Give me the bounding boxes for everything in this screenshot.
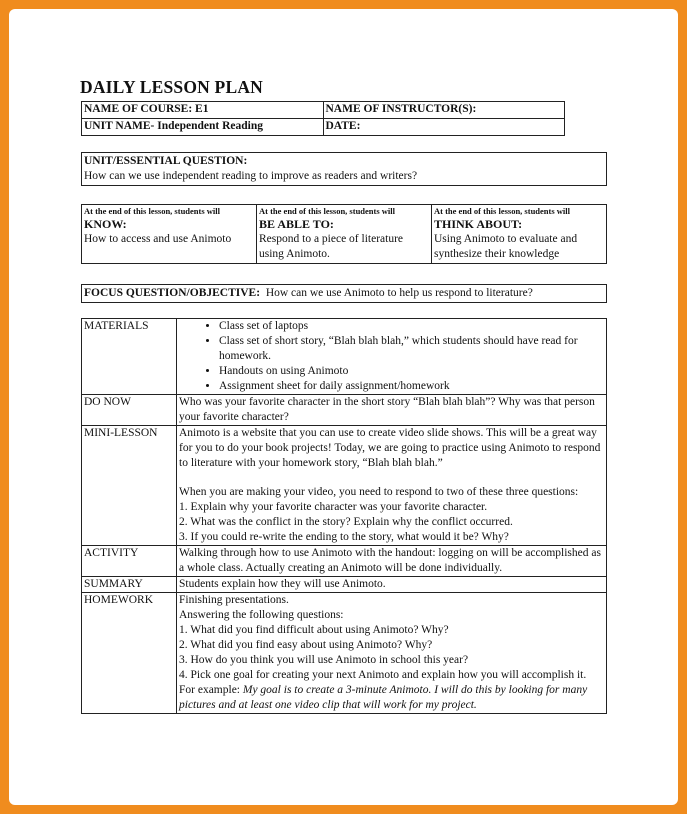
mini-lesson-question: 2. What was the conflict in the story? Explain why the conflict occurred. xyxy=(179,516,513,528)
materials-list xyxy=(179,319,604,394)
materials-cell xyxy=(177,319,607,395)
homework-line: 2. What did you find easy about using Animoto? Why? xyxy=(179,639,433,651)
mini-lesson-cell xyxy=(177,426,607,546)
outcome-intro: At the end of this lesson, students will xyxy=(259,206,396,216)
mini-lesson-question: 3. If you could re-write the ending to the story, what would it be? Why? xyxy=(179,531,509,543)
activity-text: Walking through how to use Animoto with the handout: logging on will be accomplished as a whole class. Actually creating an Animoto will be done individually. xyxy=(177,546,607,577)
focus-question-label: FOCUS QUESTION/OBJECTIVE: xyxy=(84,287,261,299)
course-name: NAME OF COURSE: E1 xyxy=(82,102,324,119)
spacer xyxy=(179,471,604,485)
outcome-intro: At the end of this lesson, students will xyxy=(84,206,221,216)
essential-question-text: How can we use independent reading to improve as readers and writers? xyxy=(84,170,418,182)
row-do-now xyxy=(82,395,607,426)
summary-label: SUMMARY xyxy=(82,577,177,593)
homework-cell xyxy=(177,593,607,714)
homework-q4-text: 4. Pick one goal for creating your next Animoto and explain how you will accomplish it. For example: xyxy=(179,669,587,696)
outcome-heading: THINK ABOUT: xyxy=(434,217,523,231)
list-item: • Assignment sheet for daily assignment/homework xyxy=(219,379,604,394)
homework-q4-example: My goal is to create a 3-minute Animoto. I will do this by looking for many pictures and at least one video clip that will work for my project. xyxy=(179,684,588,711)
lesson-details-table xyxy=(81,318,607,714)
do-now-label: DO NOW xyxy=(82,395,177,426)
outcome-intro: At the end of this lesson, students will xyxy=(434,206,571,216)
list-item: • Class set of short story, “Blah blah blah,” which students should have read for homework. xyxy=(219,334,604,364)
row-summary xyxy=(82,577,607,593)
mini-lesson-question: 1. Explain why your favorite character was your favorite character. xyxy=(179,501,488,513)
outcome-think-about xyxy=(432,205,607,264)
row-mini-lesson xyxy=(82,426,607,546)
unit-name: UNIT NAME- Independent Reading xyxy=(82,119,324,136)
focus-question-text: How can we use Animoto to help us respond to literature? xyxy=(265,287,533,299)
list-item: • Handouts on using Animoto xyxy=(219,364,604,379)
list-item: • Class set of laptops xyxy=(219,319,604,334)
row-activity xyxy=(82,546,607,577)
mini-lesson-lead: When you are making your video, you need to respond to two of these three questions: xyxy=(179,486,579,498)
homework-line: 1. What did you find difficult about using Animoto? Why? xyxy=(179,624,449,636)
focus-question-table xyxy=(81,284,607,303)
activity-label: ACTIVITY xyxy=(82,546,177,577)
outcome-text: Using Animoto to evaluate and synthesize their knowledge xyxy=(434,233,578,260)
outcome-be-able-to xyxy=(257,205,432,264)
homework-label: HOMEWORK xyxy=(82,593,177,714)
essential-question-cell xyxy=(82,153,607,186)
summary-text: Students explain how they will use Animoto. xyxy=(177,577,607,593)
mini-lesson-intro: Animoto is a website that you can use to create video slide shows. This will be a great way for you to do your book projects! Today, we are going to practice using Animoto to respond to literature with your homework story, “Blah blah blah.” xyxy=(179,427,601,469)
homework-q4 xyxy=(179,668,604,713)
row-homework xyxy=(82,593,607,714)
outcome-text: How to access and use Animoto xyxy=(84,233,232,245)
essential-question-label: UNIT/ESSENTIAL QUESTION: xyxy=(84,155,248,167)
materials-label: MATERIALS xyxy=(82,319,177,395)
do-now-text: Who was your favorite character in the short story “Blah blah blah”? Why was that person your favorite character? xyxy=(177,395,607,426)
outcome-heading: BE ABLE TO: xyxy=(259,217,334,231)
homework-line: 3. How do you think you will use Animoto in school this year? xyxy=(179,654,469,666)
outcome-heading: KNOW: xyxy=(84,217,127,231)
outcomes-table xyxy=(81,204,607,264)
essential-question-table xyxy=(81,152,607,186)
focus-question-cell xyxy=(82,285,607,303)
homework-line: Answering the following questions: xyxy=(179,609,344,621)
outcome-know xyxy=(82,205,257,264)
row-materials xyxy=(82,319,607,395)
page-title: DAILY LESSON PLAN xyxy=(80,77,263,97)
date-field: DATE: xyxy=(323,119,565,136)
outcome-text: Respond to a piece of literature using Animoto. xyxy=(259,233,404,260)
document-page xyxy=(9,9,678,805)
mini-lesson-label: MINI-LESSON xyxy=(82,426,177,546)
homework-line: Finishing presentations. xyxy=(179,594,289,606)
instructor-name: NAME OF INSTRUCTOR(S): xyxy=(323,102,565,119)
course-info-table xyxy=(81,101,565,136)
